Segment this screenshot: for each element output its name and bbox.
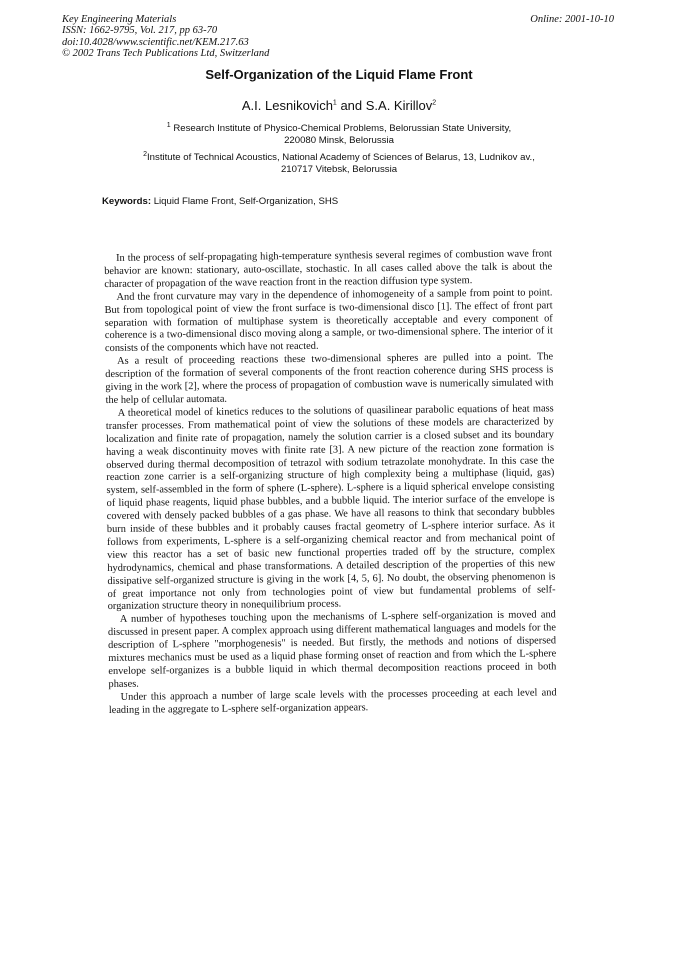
author-joiner: and [336, 98, 366, 113]
copyright-line: © 2002 Trans Tech Publications Ltd, Switzerland [62, 47, 270, 59]
author-affiliation-mark: 2 [432, 99, 437, 107]
paragraph: A theoretical model of kinetics reduces to the solutions of quasilinear parabolic equations of heat mass transfer processes. From mathematical point of view the solutions of these models are characterized by localization and finite rate of propagation, namely the solution carrier is a closed subset and its boundary having a weak discontinuity moves with finite rate [3]. A new picture of the reaction zone formation is observed during thermal decomposition of tetrazol with sodium tetrazolate monohydrate. In this case the reaction zone carrier is a self-organizing structure of high complexity being a multiphase (liquid, gas) system, self-assembled in the form of sphere (L-sphere). L-sphere is a liquid spherical envelope consisting of liquid phase reagents, liquid phase bubbles, and a bubble liquid. The interior surface of the envelope is covered with densely packed bubbles of a gas phase. We have all reasons to think that secondary bubbles burn inside of these bubbles and it probably causes fractal geometry of L-sphere interior surface. As it follows from experiments, L-sphere is a self-organizing chemical reactor and from mechanical point of view this reactor has a set of basic new functional properties traded off by the structure, complex hydrodynamics, chemical and phase transformations. A detailed description of the properties of this new dissipative self-organized structure is giving in the work [4, 5, 6]. No doubt, the observing phenomenon is of great importance not only from technologies point of view but fundamental problems of self-organization structure theory in nonequilibrium process. [105, 403, 556, 613]
doi-line: doi:10.4028/www.scientific.net/KEM.217.63 [62, 36, 249, 48]
paragraph: Under this approach a number of large scale levels with the processes proceeding at each level and leading in the aggregate to L-sphere self-organization appears. [108, 687, 557, 716]
citation-block [62, 14, 269, 59]
keywords [102, 196, 338, 207]
affiliation-mark: 2 [143, 150, 148, 158]
author-line [0, 98, 678, 113]
body-text [104, 248, 557, 717]
paragraph: And the front curvature may vary in the dependence of inhomogeneity of a sample from point to point. But from topological point of view the front surface is two-dimensional disco [1]. The effect of front part separation with formation of multiphase system is theoretically acceptable and every component of coherence is a two-dimensional disco moving along a sample, or two-dimensional sphere. The interior of it consists of the components which have not reacted. [104, 287, 553, 355]
paragraph: In the process of self-propagating high-temperature synthesis several regimes of combustion wave front behavior are known: stationary, auto-oscillate, stochastic. In all cases called above the talk is about the character of propagation of the wave reaction front in the reaction diffusion type system. [104, 248, 553, 290]
paragraph: A number of hypotheses touching upon the mechanisms of L-sphere self-organization is moved and discussed in present paper. A complex approach using different mathematical languages and models for the description of L-sphere "morphogenesis" is needed. But firstly, the methods and notions of dispersed mixtures mechanics must be used as a liquid phase forming onset of reaction and from which the L-sphere envelope self-organizes is a bubble liquid in which thermal decomposition reactions proceed in both phases. [107, 609, 557, 690]
paper-title: Self-Organization of the Liquid Flame Front [205, 67, 473, 82]
affiliation-mark: 1 [166, 121, 171, 129]
online-date: Online: 2001-10-10 [530, 14, 614, 25]
author-name: S.A. Kirillov [365, 98, 433, 113]
keywords-text: Liquid Flame Front, Self-Organization, SHS [151, 196, 339, 207]
affiliation-2 [0, 152, 678, 176]
affiliation-line: 220080 Minsk, Belorussia [284, 135, 394, 146]
keywords-label: Keywords: [102, 196, 152, 207]
paragraph: As a result of proceeding reactions these two-dimensional spheres are pulled into a point. The description of the formation of several components of the front reaction coherence during SHS process is giving in the work [2], where the process of propagation of combustion wave is numerically simulated with the help of cellular automata. [105, 351, 554, 406]
author-affiliation-mark: 1 [332, 99, 337, 107]
affiliation-line: Institute of Technical Acoustics, National Academy of Sciences of Belarus, 13, Ludnikov av., [147, 152, 535, 163]
affiliation-1 [0, 123, 678, 147]
journal-name: Key Engineering Materials [62, 14, 177, 25]
affiliation-line: Research Institute of Physico-Chemical Problems, Belorussian State University, [173, 123, 512, 134]
affiliation-line: 210717 Vitebsk, Belorussia [280, 164, 398, 175]
issn-line: ISSN: 1662-9795, Vol. 217, pp 63-70 [62, 25, 218, 37]
author-name: A.I. Lesnikovich [241, 98, 333, 113]
